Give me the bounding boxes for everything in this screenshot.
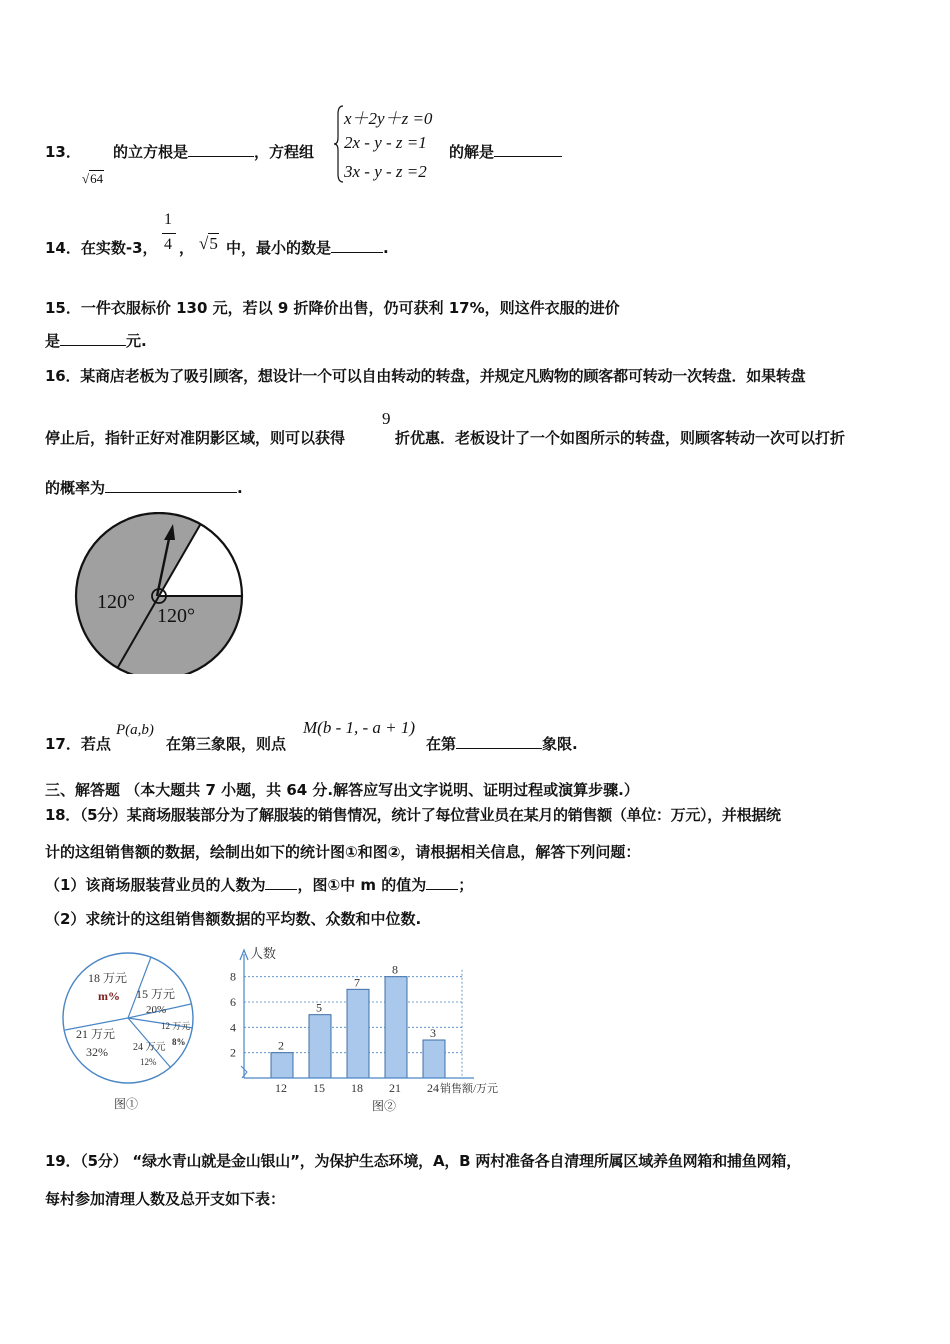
answer-blank [456,734,542,749]
point-p: P(a,b) [116,722,154,738]
answer-blank [60,331,126,346]
answer-blank [105,478,237,493]
section-3-title: 三、解答题 （本大题共 7 小题，共 64 分.解答应写出文字说明、证明过程或演算步骤.） [45,781,639,799]
figure-1-caption: 图① [114,1097,139,1111]
x-tick-label: 24 [427,1081,439,1095]
y-tick-label: 4 [230,1020,236,1035]
x-tick-label: 12 [275,1081,287,1095]
bar [309,1015,331,1078]
q19-line-2: 每村参加清理人数及总开支如下表： [45,1190,286,1208]
x-tick-label: 15 [313,1081,325,1095]
y-axis-label: 人数 [250,946,277,961]
q14-text-2: 中，最小的数是 . [226,239,389,257]
x-tick-label: 18 [351,1081,363,1095]
bar-value-label: 7 [354,975,360,990]
q17-text-3: 在第 象限. [426,735,578,753]
q18-sub-2: （2）求统计的这组销售额数据的平均数、众数和中位数. [45,910,422,928]
pie-label-21: 21 万元 [76,1027,116,1041]
q16-line-1: 16．某商店老板为了吸引顾客，想设计一个可以自由转动的转盘，并规定凡购物的顾客都可转动一次转盘．如果转盘 [45,367,806,385]
pie-label-15: 15 万元 [136,987,176,1001]
answer-blank [426,875,458,890]
figure-2-caption: 图② [372,1099,397,1113]
q14-text-1: 14．在实数-3， [45,239,158,257]
angle-label-1: 120° [97,591,135,613]
pie-label-24: 24 万元 [133,1042,166,1053]
sqrt-symbol: √ [199,234,209,253]
q18-sub-1: （1）该商场服装营业员的人数为 ，图①中 m 的值为 ； [45,876,474,894]
sqrt-radicand: 5 [209,234,218,253]
pie-pct-18: m% [98,989,120,1003]
pie-pct-12: 8% [172,1037,186,1047]
q14-comma: ， [179,239,195,257]
bar-value-label: 5 [316,1000,322,1015]
q16-line-3: 的概率为 . [45,479,243,497]
q15-line-2: 是 元. [45,332,147,350]
q13-text-1: 的立方根是 ，方程组 [113,143,315,161]
answer-blank [265,875,297,890]
answer-blank [188,142,254,157]
q15-line-1: 15．一件衣服标价 130 元，若以 9 折降价出售，仍可获利 17%，则这件衣服的进价 [45,299,620,317]
q19-line-1: 19．（5分） “绿水青山就是金山银山”，为保护生态环境，A，B 两村准备各自清理所属区域养鱼网箱和捕鱼网箱， [45,1152,802,1170]
pie-label-18: 18 万元 [88,971,128,985]
bar-value-label: 8 [392,962,398,977]
q16-line-2-post: 折优惠．老板设计了一个如图所示的转盘，则顾客转动一次可以打折 [395,429,846,447]
fraction-bar [162,233,176,234]
q14-sqrt [199,234,219,254]
point-m: M(b - 1, - a + 1) [303,718,416,737]
fraction-denominator: 4 [164,236,172,253]
bar-chart [212,940,512,1115]
sqrt-radicand: 64 [90,171,104,186]
bar [271,1053,293,1078]
bar-value-label: 2 [278,1038,284,1053]
equation-1: x＋2y＋z =0 [344,109,433,128]
y-tick-label: 8 [230,969,236,984]
fraction-numerator: 1 [164,211,172,228]
y-tick-label: 6 [230,995,236,1009]
q17-text-1: 17．若点 [45,735,111,753]
answer-blank [494,142,562,157]
equation-3: 3x - y - z =2 [344,162,427,181]
equation-2: 2x - y - z =1 [344,133,427,152]
bar-value-label: 3 [430,1026,436,1040]
bar [385,977,407,1078]
pie-chart [58,950,208,1115]
pie-label-12: 12 万元 [161,1021,191,1031]
pie-pct-21: 32% [86,1045,108,1059]
bar [347,989,369,1078]
q13-number: 13． [45,143,81,161]
sqrt-symbol: √ [82,171,90,186]
pie-pct-15: 20% [146,1004,167,1016]
q17-text-2: 在第三象限，则点 [166,735,287,753]
q16-line-2-pre: 停止后，指针正好对准阴影区域，则可以获得 [45,429,346,447]
x-tick-label: 21 [389,1081,401,1095]
bar [423,1040,445,1078]
answer-blank [331,238,383,253]
spinner-figure [72,512,248,674]
pie-pct-24: 12% [140,1057,157,1067]
discount-number: 9 [382,409,391,428]
q13-sqrt [82,171,104,187]
y-tick-label: 2 [230,1045,236,1060]
q18-line-1: 18．（5分）某商场服装部分为了解服装的销售情况，统计了每位营业员在某月的销售额（单位：万元），并根据统 [45,806,781,824]
x-axis-label: 销售额/万元 [440,1083,499,1095]
q13-text-3: 的解是 [449,141,562,162]
q18-line-2: 计的这组销售额的数据，绘制出如下的统计图①和图②，请根据相关信息，解答下列问题： [45,843,641,861]
angle-label-2: 120° [157,605,195,627]
